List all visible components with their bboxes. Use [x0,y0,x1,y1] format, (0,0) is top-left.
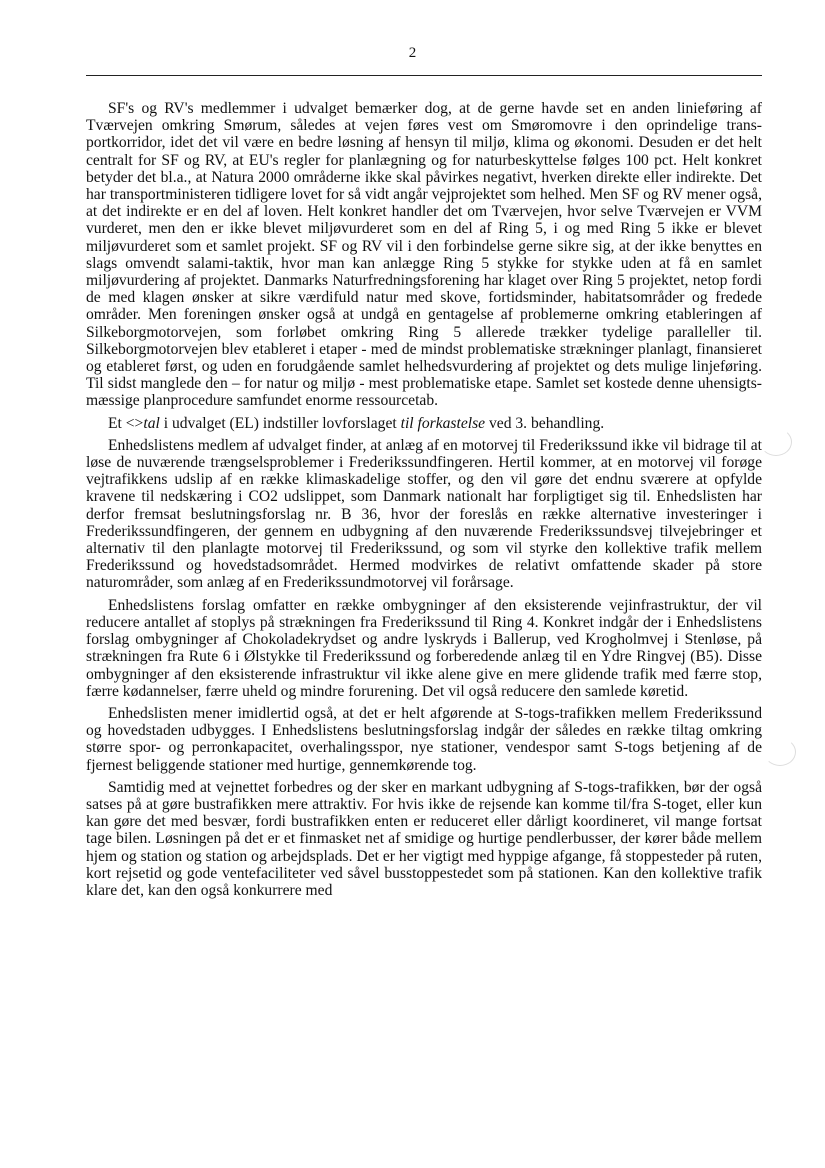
paragraph-enhedslisten-s-tog: Enhedslisten mener imidlertid også, at det er helt afgørende at S-togs-trafikken mellem Frederikssund og hovedstaden udbygges. I Enhedslistens beslutningsforslag indgår der således en række tiltag omkring større spor- og perronkapacitet, overhalingsspor, nye stationer, vendespor samt S-togs betjening af de fjernest beliggende stationer med hurtige, gennemkørende tog. [86,704,762,774]
paragraph-el-recommendation [86,415,762,432]
margin-scan-mark-bottom [764,738,796,766]
paragraph-sf-rv: SF's og RV's medlemmer i udvalget bemærker dog, at de gerne havde set en anden linieføring af Tværvejen omkring Smørum, således at vejen føres vest om Smøromovre i den oprindelige transportkorridor, idet det vil være en bedre løsning af hensyn til miljø, klima og økonomi. Desuden er det helt centralt for SF og RV, at EU's regler for planlægning og for naturbeskyttelse følges 100 pct. Helt konkret betyder det bl.a., at Natura 2000 områderne ikke skal påvirkes negativt, hverken direkte eller indirekte. Det har transportministeren tidligere lovet for så vidt angår vejprojektet som helhed. Men SF og RV mener også, at det indirekte er en del af loven. Helt konkret handler det om Tværvejen, hvor selve Tværvejen er VVM vurderet, men den er ikke blevet miljøvurderet som en del af Ring 5, i og med Ring 5 ikke er blevet miljøvurderet som et samlet projekt. SF og RV vil i den forbindelse gerne sikre sig, at der ikke benyttes en slags omvendt salami-taktik, hvor man kan anlægge Ring 5 stykke for stykke uden at få en samlet miljøvurdering af projektet. Danmarks Naturfredningsforening har klaget over Ring 5 projektet, netop fordi de med klagen ønsker at sikre værdifuld natur med skove, fortidsminder, habitatsområder og fredede områder. Men foreningen ønsker også at undgå en gentagelse af problemerne omkring etableringen af Silkeborgmotorvejen, som forløbet omkring Ring 5 allerede trækker tydelige paralleller til. Silkeborgmotorvejen blev etableret i etaper - med de mindst problematiske strækninger planlagt, finansieret og etableret først, og uden en forudgående samlet helhedsvurdering af projektet og dets mulige linjeføring. Til sidst manglede den – for natur og miljø - mest problematiske etape. Samlet set kostede denne uhensigtsmæssige planprocedure samfundet enorme ressourcetab. [86,100,762,410]
paragraph-enhedslisten-ombygninger: Enhedslistens forslag omfatter en række ombygninger af den eksisterende vejinfrastruktur, der vil reducere antallet af stoplys på strækningen fra Frederikssund til Ring 4. Konkret indgår der i Enhedslistens forslag ombygninger af Chokoladekrydset og andre lyskryds i Ballerup, ved Krogholmvej i Stenløse, på strækningen fra Rute 6 i Ølstykke til Frederikssund og forberedende anlæg til en Ydre Ringvej (B5). Disse ombygninger af den eksisterende infrastruktur vil ikke alene give en mere glidende trafik med færre stop, færre kødannelser, færre uheld og mindre forurening. Det vil også reducere den samlede køretid. [86,596,762,700]
paragraph-enhedslisten-motorvej: Enhedslistens medlem af udvalget finder, at anlæg af en motorvej til Frederikssund ikke vil bidrage til at løse de nuværende trængselsproblemer i Frederikssundfingeren. Hertil kommer, at en motorvej vil forøge vejtrafikkens udslip af en række klimaskadelige stoffer, og den vil gøre det endnu sværere at opfylde kravene til nedskæring i CO2 udslippet, som Danmark nationalt har forpligtiget sig til. Enhedslisten har derfor fremsat beslutningsforslag nr. B 36, hvor der foreslås en række alternative investeringer i Frederikssundfingeren, der gennem en udbygning af den nuværende Frederikssundsvej tilvejebringer et alternativ til den planlagte motorvej til Frederikssund, og som vil styrke den kollektive trafik mellem Frederikssund og hovedstadsområdet. Hermed modvirkes de relativt omfattende skader på store naturområder, som anlæg af en Frederikssundmotorvej vil forårsage. [86,436,762,592]
document-body [86,100,762,904]
header-divider [86,75,762,76]
ep-before: Et <> [108,414,144,432]
margin-scan-mark-top [760,428,792,456]
ep-italic-tal: tal [143,414,160,432]
ep-middle: i udvalget (EL) indstiller lovforslaget [159,414,401,432]
ep-after: ved 3. behandling. [485,414,605,432]
ep-italic-forkastelse: til forkastelse [400,414,486,432]
page-number: 2 [408,45,417,61]
paragraph-bustrafik: Samtidig med at vejnettet forbedres og der sker en markant udbygning af S-togs-trafikken, bør der også satses på at gøre bustrafikken mere attraktiv. For hvis ikke de rejsende kan komme til/fra S-toget, eller kun kan gøre det med besvær, fordi bustrafikken enten er reduceret eller dårligt koordineret, vil mange fortsat tage bilen. Løsningen på det er et finmasket net af smidige og hurtige pendlerbusser, der kører både mellem hjem og station og station og arbejdsplads. Det er her vigtigt med hyppige afgange, få stoppesteder på ruten, kort rejsetid og gode ventefaciliteter ved såvel busstoppestedet som på stationen. Kan den kollektive trafik klare det, kan den også konkurrere med [86,778,762,899]
